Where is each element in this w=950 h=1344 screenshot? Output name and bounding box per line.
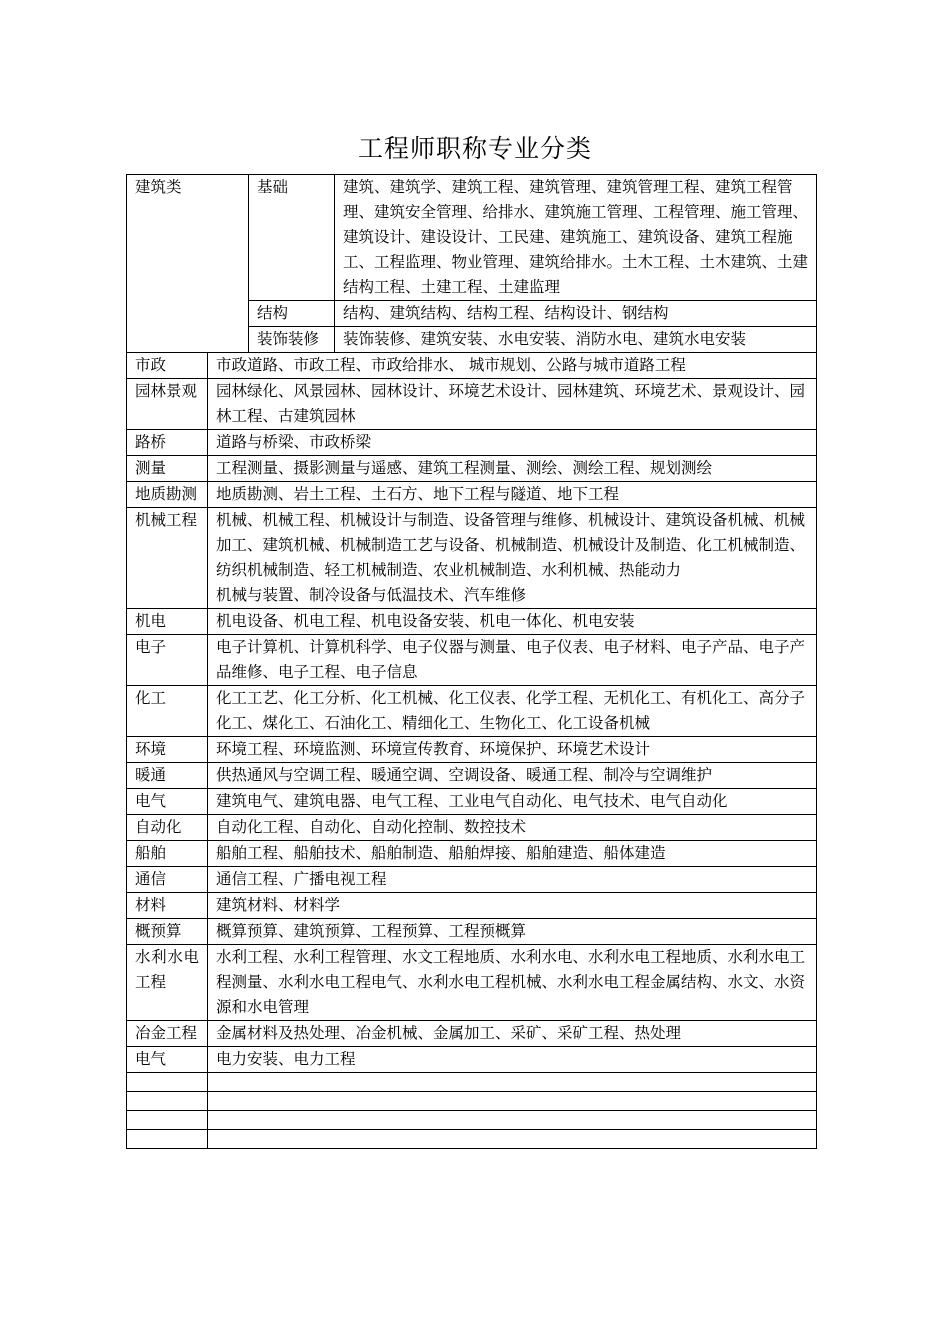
table-row [127,379,817,430]
items-cell: 机电设备、机电工程、机电设备安装、机电一体化、机电安装 [208,609,817,635]
category-cell: 冶金工程 [127,1021,208,1047]
table-row [127,353,817,379]
items-cell: 工程测量、摄影测量与遥感、建筑工程测量、测绘、测绘工程、规划测绘 [208,456,817,482]
table-row [127,763,817,789]
category-cell: 机电 [127,609,208,635]
category-cell: 测量 [127,456,208,482]
page-title: 工程师职称专业分类 [357,134,592,163]
table-row [127,175,817,301]
items-cell: 道路与桥梁、市政桥梁 [208,430,817,456]
empty-cell [127,1092,208,1111]
items-cell: 概算预算、建筑预算、工程预算、工程预概算 [208,919,817,945]
table-row [127,867,817,893]
category-cell: 路桥 [127,430,208,456]
table-row [127,456,817,482]
items-cell: 电力安装、电力工程 [208,1047,817,1073]
empty-cell [127,1130,208,1149]
category-cell: 自动化 [127,815,208,841]
items-cell: 电子计算机、计算机科学、电子仪器与测量、电子仪表、电子材料、电子产品、电子产品维修、电子工程、电子信息 [208,635,817,686]
empty-cell [127,1111,208,1130]
specialty-table [126,174,817,1149]
items-cell: 金属材料及热处理、冶金机械、金属加工、采矿、采矿工程、热处理 [208,1021,817,1047]
table-row [127,508,817,609]
items-cell: 化工工艺、化工分析、化工机械、化工仪表、化学工程、无机化工、有机化工、高分子化工、煤化工、石油化工、精细化工、生物化工、化工设备机械 [208,686,817,737]
category-cell: 环境 [127,737,208,763]
table-row [127,919,817,945]
subcategory-cell: 基础 [249,175,335,301]
category-cell: 水利水电工程 [127,945,208,1021]
empty-cell [208,1111,817,1130]
table-row [127,609,817,635]
items-cell: 园林绿化、风景园林、园林设计、环境艺术设计、园林建筑、环境艺术、景观设计、园林工程、古建筑园林 [208,379,817,430]
empty-cell [208,1130,817,1149]
empty-row [127,1111,817,1130]
table-row [127,815,817,841]
items-cell: 建筑、建筑学、建筑工程、建筑管理、建筑管理工程、建筑工程管理、建筑安全管理、给排水、建筑施工管理、工程管理、施工管理、建筑设计、建设设计、工民建、建筑施工、建筑设备、建筑工程施工、工程监理、物业管理、建筑给排水。土木工程、土木建筑、土建结构工程、土建工程、土建监理 [335,175,817,301]
category-cell: 材料 [127,893,208,919]
items-cell: 自动化工程、自动化、自动化控制、数控技术 [208,815,817,841]
category-cell: 机械工程 [127,508,208,609]
category-cell: 电子 [127,635,208,686]
items-cell: 通信工程、广播电视工程 [208,867,817,893]
table-row [127,1047,817,1073]
category-cell: 电气 [127,789,208,815]
category-cell: 市政 [127,353,208,379]
items-cell [208,508,817,609]
items-cell: 环境工程、环境监测、环境宣传教育、环境保护、环境艺术设计 [208,737,817,763]
items-cell: 结构、建筑结构、结构工程、结构设计、钢结构 [335,301,817,327]
table-row [127,482,817,508]
items-cell: 供热通风与空调工程、暖通空调、空调设备、暖通工程、制冷与空调维护 [208,763,817,789]
category-cell: 船舶 [127,841,208,867]
category-cell: 地质勘测 [127,482,208,508]
category-cell: 暖通 [127,763,208,789]
category-cell: 园林景观 [127,379,208,430]
table-row [127,789,817,815]
category-cell: 建筑类 [127,175,249,353]
table-row [127,945,817,1021]
subcategory-cell: 结构 [249,301,335,327]
table-row [127,841,817,867]
items-cell: 市政道路、市政工程、市政给排水、 城市规划、公路与城市道路工程 [208,353,817,379]
items-line: 机械与装置、制冷设备与低温技术、汽车维修 [216,586,527,604]
table-row [127,737,817,763]
table-row [127,1021,817,1047]
items-cell: 建筑材料、材料学 [208,893,817,919]
items-cell: 建筑电气、建筑电器、电气工程、工业电气自动化、电气技术、电气自动化 [208,789,817,815]
empty-cell [208,1073,817,1092]
items-cell: 地质勘测、岩土工程、土石方、地下工程与隧道、地下工程 [208,482,817,508]
category-cell: 概预算 [127,919,208,945]
items-line: 机械、机械工程、机械设计与制造、设备管理与维修、机械设计、建筑设备机械、机械加工、建筑机械、机械制造工艺与设备、机械制造、机械设计及制造、化工机械制造、纺织机械制造、轻工机械制造、农业机械制造、水利机械、热能动力 [216,511,806,579]
table-row [127,430,817,456]
subcategory-cell: 装饰装修 [249,327,335,353]
empty-row [127,1092,817,1111]
table-row [127,893,817,919]
table-row [127,686,817,737]
empty-row [127,1130,817,1149]
category-cell: 化工 [127,686,208,737]
category-cell: 通信 [127,867,208,893]
category-cell: 电气 [127,1047,208,1073]
table-row [127,635,817,686]
items-cell: 船舶工程、船舶技术、船舶制造、船舶焊接、船舶建造、船体建造 [208,841,817,867]
items-cell: 装饰装修、建筑安装、水电安装、消防水电、建筑水电安装 [335,327,817,353]
empty-cell [208,1092,817,1111]
empty-cell [127,1073,208,1092]
items-cell: 水利工程、水利工程管理、水文工程地质、水利水电、水利水电工程地质、水利水电工程测量、水利水电工程电气、水利水电工程机械、水利水电工程金属结构、水文、水资源和水电管理 [208,945,817,1021]
empty-row [127,1073,817,1092]
